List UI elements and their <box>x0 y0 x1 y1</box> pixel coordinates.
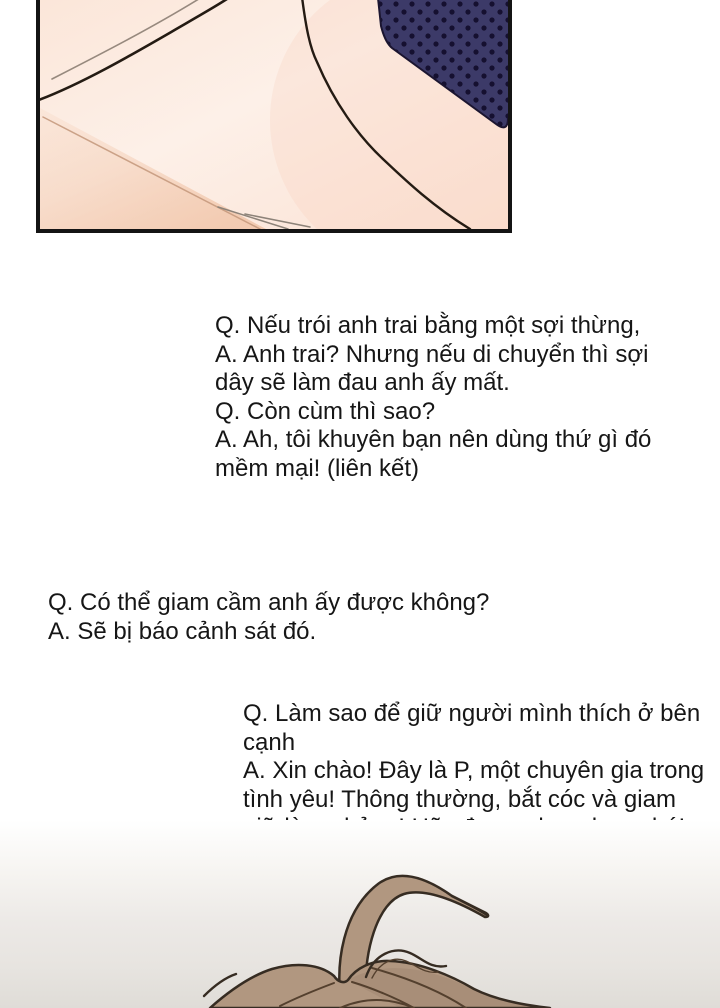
qa-line: Q. Có thể giam cầm anh ấy được không? <box>48 589 490 616</box>
bottom-scene <box>0 820 720 1008</box>
qa-line: Q. Nếu trói anh trai bằng một sợi thừng, <box>215 312 641 339</box>
qa-line: A. Anh trai? Nhưng nếu di chuyển thì sợi <box>215 340 649 368</box>
qa-line: mềm mại! (liên kết) <box>215 454 420 482</box>
qa-block-confine <box>48 589 489 646</box>
qa-line: tình yêu! Thông thường, bắt cóc và giam <box>243 785 676 813</box>
qa-line: Q. Còn cùm thì sao? <box>215 397 436 425</box>
panel-top-artwork <box>40 0 508 229</box>
manga-panel-top <box>36 0 512 233</box>
character-head-artwork <box>0 820 720 1008</box>
hair-crown <box>204 961 550 1008</box>
qa-line: Q. Làm sao để giữ người mình thích ở bên <box>243 700 701 727</box>
qa-line: dây sẽ làm đau anh ấy mất. <box>215 369 510 397</box>
qa-line: cạnh <box>243 728 296 756</box>
qa-line: A. Xin chào! Đây là P, một chuyên gia trong <box>243 757 705 785</box>
qa-line: A. Sẽ bị báo cảnh sát đó. <box>48 617 317 645</box>
qa-block-rope <box>215 312 651 484</box>
qa-line: A. Ah, tôi khuyên bạn nên dùng thứ gì đó <box>215 426 652 454</box>
